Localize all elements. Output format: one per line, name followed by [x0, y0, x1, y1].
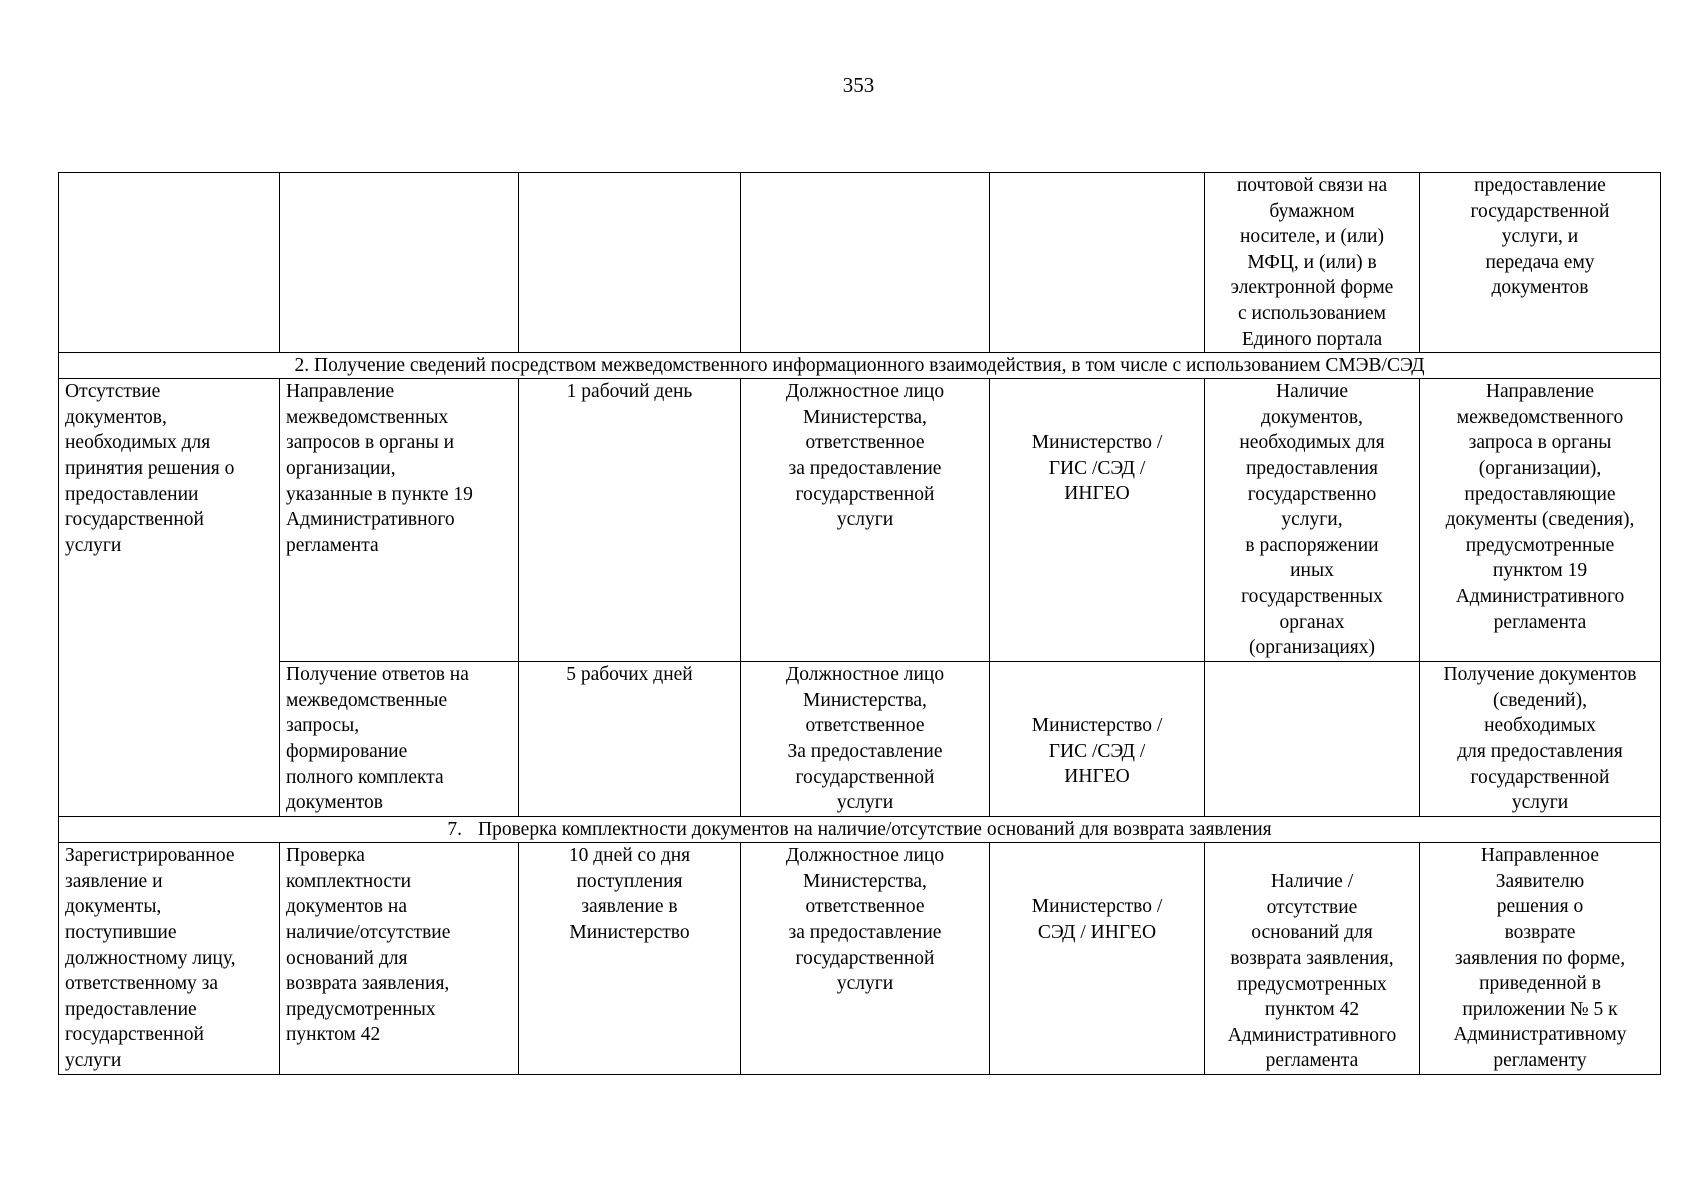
criteria-cell: Наличие / отсутствие оснований для возврата заявления, предусмотренных пунктом 42 Административного регламента: [1205, 843, 1420, 1075]
page-number: 353: [842, 73, 875, 97]
term-cell: 1 рабочий день: [519, 379, 741, 662]
official-cell: Должностное лицо Министерства, ответственное За предоставление государственной услуги: [741, 662, 990, 817]
cell-empty: [280, 173, 519, 353]
section-heading: [59, 817, 1661, 843]
section-number: 7.: [447, 819, 462, 841]
cell-empty: [519, 173, 741, 353]
result-cell: предоставление государственной услуги, и передача ему документов: [1420, 173, 1661, 353]
section-heading-row: [59, 817, 1661, 843]
system-cell: Министерство / ГИС /СЭД / ИНГЕО: [990, 379, 1205, 662]
table-row: [59, 662, 1661, 817]
procedure-table: [58, 172, 1661, 1075]
criteria-cell: почтовой связи на бумажном носителе, и (или) МФЦ, и (или) в электронной форме с использованием Единого портала: [1205, 173, 1420, 353]
official-cell: Должностное лицо Министерства, ответственное за предоставление государственной услуги: [741, 843, 990, 1075]
table-row: [59, 379, 1661, 662]
cell-empty: [990, 173, 1205, 353]
result-cell: Направление межведомственного запроса в органы (организации), предоставляющие документы (сведения), предусмотренные пунктом 19 Административного регламента: [1420, 379, 1661, 662]
cell-empty: [741, 173, 990, 353]
official-cell: Должностное лицо Министерства, ответственное за предоставление государственной услуги: [741, 379, 990, 662]
criteria-cell: Наличие документов, необходимых для предоставления государственно услуги, в распоряжении иных государственных органах (организациях): [1205, 379, 1420, 662]
section-heading-row: [59, 353, 1661, 379]
term-cell: 10 дней со дня поступления заявление в Министерство: [519, 843, 741, 1075]
result-cell: Получение документов (сведений), необходимых для предоставления государственной услуги: [1420, 662, 1661, 817]
table-row: [59, 843, 1661, 1075]
section-heading: 2. Получение сведений посредством межведомственного информационного взаимодействия, в том числе с использованием СМЭВ/СЭД: [59, 353, 1661, 379]
action-cell: Проверка комплектности документов на наличие/отсутствие оснований для возврата заявления, предусмотренных пунктом 42: [280, 843, 519, 1075]
basis-cell: Зарегистрированное заявление и документы, поступившие должностному лицу, ответственному за предоставление государственной услуги: [59, 843, 280, 1075]
basis-cell: Отсутствие документов, необходимых для принятия решения о предоставлении государственной услуги: [59, 379, 280, 817]
action-cell: Получение ответов на межведомственные запросы, формирование полного комплекта документов: [280, 662, 519, 817]
system-cell: Министерство / СЭД / ИНГЕО: [990, 843, 1205, 1075]
system-cell: Министерство / ГИС /СЭД / ИНГЕО: [990, 662, 1205, 817]
section-title: Проверка комплектности документов на наличие/отсутствие оснований для возврата заявления: [478, 819, 1272, 841]
cell-empty: [59, 173, 280, 353]
criteria-cell: [1205, 662, 1420, 817]
result-cell: Направленное Заявителю решения о возврате заявления по форме, приведенной в приложении № 5 к Административному регламенту: [1420, 843, 1661, 1075]
action-cell: Направление межведомственных запросов в органы и организации, указанные в пункте 19 Административного регламента: [280, 379, 519, 662]
term-cell: 5 рабочих дней: [519, 662, 741, 817]
continuation-row: [59, 173, 1661, 353]
